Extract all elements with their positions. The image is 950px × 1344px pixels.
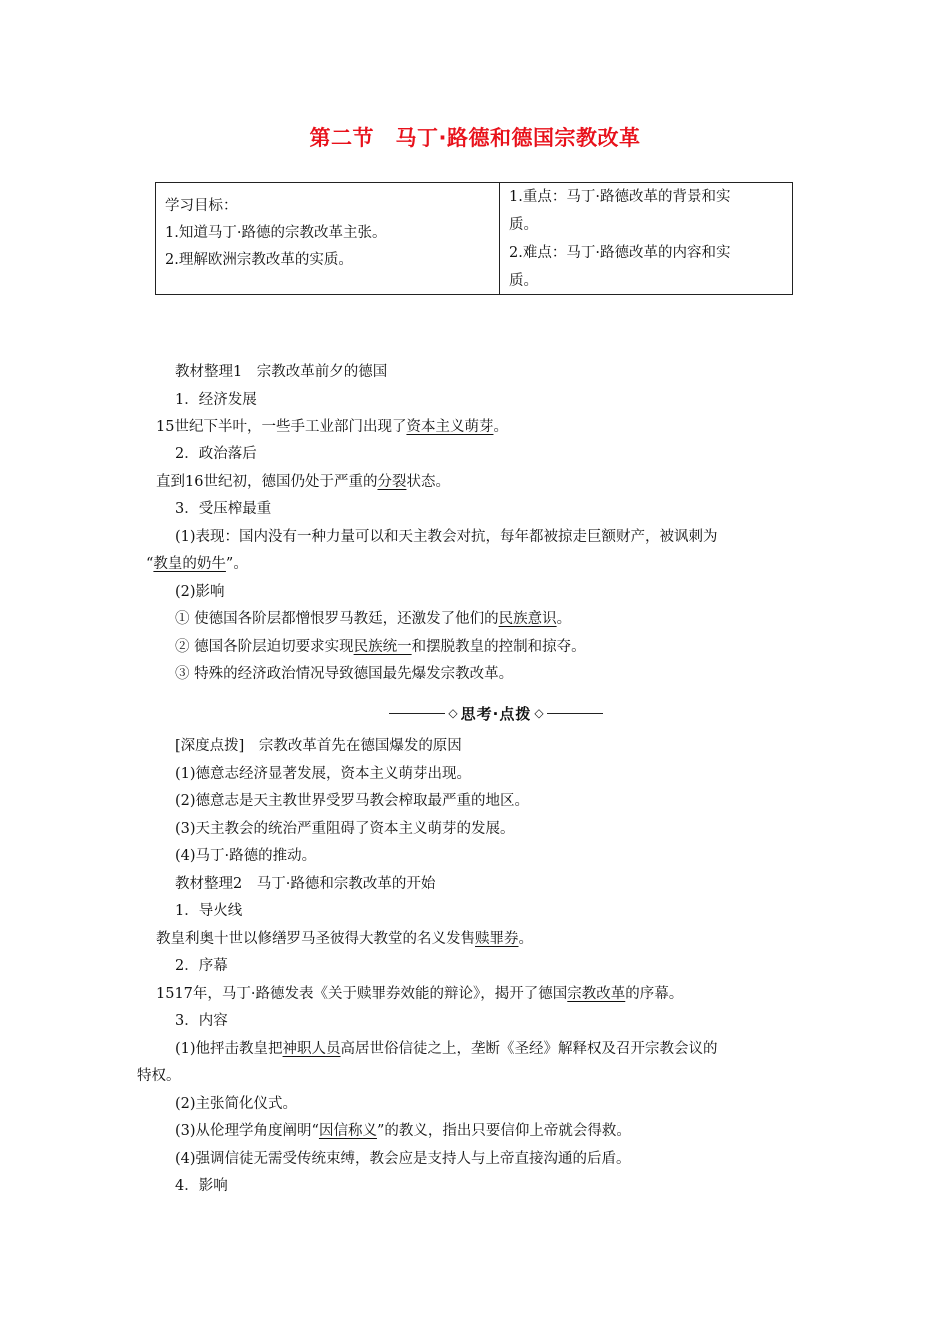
paragraph (146, 554, 248, 574)
section-heading: 教材整理1 宗教改革前夕的德国 (175, 364, 388, 380)
key-term: 赎罪券 (475, 931, 519, 947)
paragraph (156, 984, 683, 1004)
text: ”。 (225, 556, 248, 572)
key-points-cell (500, 183, 792, 294)
text: 15世纪下半叶，一些手工业部门出现了 (156, 419, 407, 435)
text: 1517年，马丁·路德发表《关于赎罪券效能的辩论》，揭开了德国 (156, 986, 568, 1002)
section-heading: 教材整理2 马丁·路德和宗教改革的开始 (175, 876, 436, 892)
text: (3)从伦理学角度阐明“ (175, 1123, 319, 1139)
paragraph (156, 929, 533, 949)
key-term: 民族统一 (353, 639, 412, 655)
text: 教皇利奥十世以修缮罗马圣彼得大教堂的名义发售 (156, 931, 475, 947)
key-term: 神职人员 (282, 1041, 341, 1057)
key-points-line: 质。 (509, 217, 538, 233)
key-points-line: 1.重点：马丁·路德改革的背景和实 (509, 189, 731, 205)
text: 和摆脱教皇的控制和掠夺。 (411, 639, 586, 655)
divider-line (547, 713, 603, 714)
text: 高居世俗信徒之上，垄断《圣经》解释权及召开宗教会议的 (340, 1041, 718, 1057)
paragraph (156, 472, 450, 492)
text: 直到16世纪初，德国仍处于严重的 (156, 474, 378, 490)
text: 。 (556, 611, 572, 627)
goals-line: 1.知道马丁·路德的宗教改革主张。 (165, 225, 387, 241)
text: (1)他抨击教皇把 (175, 1041, 283, 1057)
goals-line: 2.理解欧洲宗教改革的实质。 (165, 252, 353, 268)
list-item: (3)天主教会的统治严重阻碍了资本主义萌芽的发展。 (175, 821, 515, 837)
think-divider (365, 703, 627, 723)
text: ① 使德国各阶层都憎恨罗马教廷，还激发了他们的 (175, 611, 499, 627)
point-title: 2．政治落后 (175, 446, 257, 462)
key-term: 因信称义 (318, 1123, 377, 1139)
key-term: 宗教改革 (567, 986, 626, 1002)
point-title: 3．受压榨最重 (175, 501, 272, 517)
paragraph: (4)强调信徒无需受传统束缚，教会应是支持人与上帝直接沟通的后盾。 (175, 1151, 631, 1167)
point-title: 3．内容 (175, 1013, 228, 1029)
divider-line (389, 713, 445, 714)
goals-cell (156, 183, 500, 294)
key-term: 分裂 (377, 474, 407, 490)
key-points-line: 质。 (509, 273, 538, 289)
paragraph: ③ 特殊的经济政治情况导致德国最先爆发宗教改革。 (175, 666, 514, 682)
text: 状态。 (406, 474, 450, 490)
point-title: 2．序幕 (175, 958, 228, 974)
paragraph: 特权。 (137, 1068, 181, 1084)
key-term: 资本主义萌芽 (406, 419, 494, 435)
key-points-line: 2.难点：马丁·路德改革的内容和实 (509, 245, 731, 261)
text: 。 (518, 931, 533, 947)
paragraph (156, 417, 508, 437)
key-term: 民族意识 (498, 611, 557, 627)
key-term: 教皇的奶牛 (153, 556, 226, 572)
point-title: 4．影响 (175, 1178, 228, 1194)
text: “ (146, 556, 154, 572)
text: ”的教义，指出只要信仰上帝就会得救。 (376, 1123, 631, 1139)
paragraph (175, 1121, 631, 1141)
list-item: (1)德意志经济显著发展，资本主义萌芽出现。 (175, 766, 472, 782)
goals-line: 学习目标： (165, 198, 238, 214)
text: 的序幕。 (625, 986, 684, 1002)
paragraph (175, 637, 586, 657)
text: 。 (493, 419, 508, 435)
page-title: 第二节 马丁·路德和德国宗教改革 (309, 126, 641, 150)
point-title: 1．导火线 (175, 903, 243, 919)
paragraph: (2)主张简化仪式。 (175, 1096, 298, 1112)
section-heading: [深度点拨] 宗教改革首先在德国爆发的原因 (175, 738, 462, 754)
learning-goals-table (155, 182, 793, 295)
paragraph (175, 1039, 718, 1059)
diamond-icon: ◇ (534, 706, 544, 720)
divider-label: 思考·点拨 (460, 704, 532, 723)
point-title: (2)影响 (175, 584, 225, 600)
paragraph: (1)表现：国内没有一种力量可以和天主教会对抗，每年都被掠走巨额财产，被讽刺为 (175, 529, 718, 545)
paragraph (175, 609, 571, 629)
list-item: (4)马丁·路德的推动。 (175, 848, 317, 864)
diamond-icon: ◇ (448, 706, 458, 720)
text: ② 德国各阶层迫切要求实现 (175, 639, 354, 655)
point-title: 1．经济发展 (175, 392, 257, 408)
list-item: (2)德意志是天主教世界受罗马教会榨取最严重的地区。 (175, 793, 530, 809)
